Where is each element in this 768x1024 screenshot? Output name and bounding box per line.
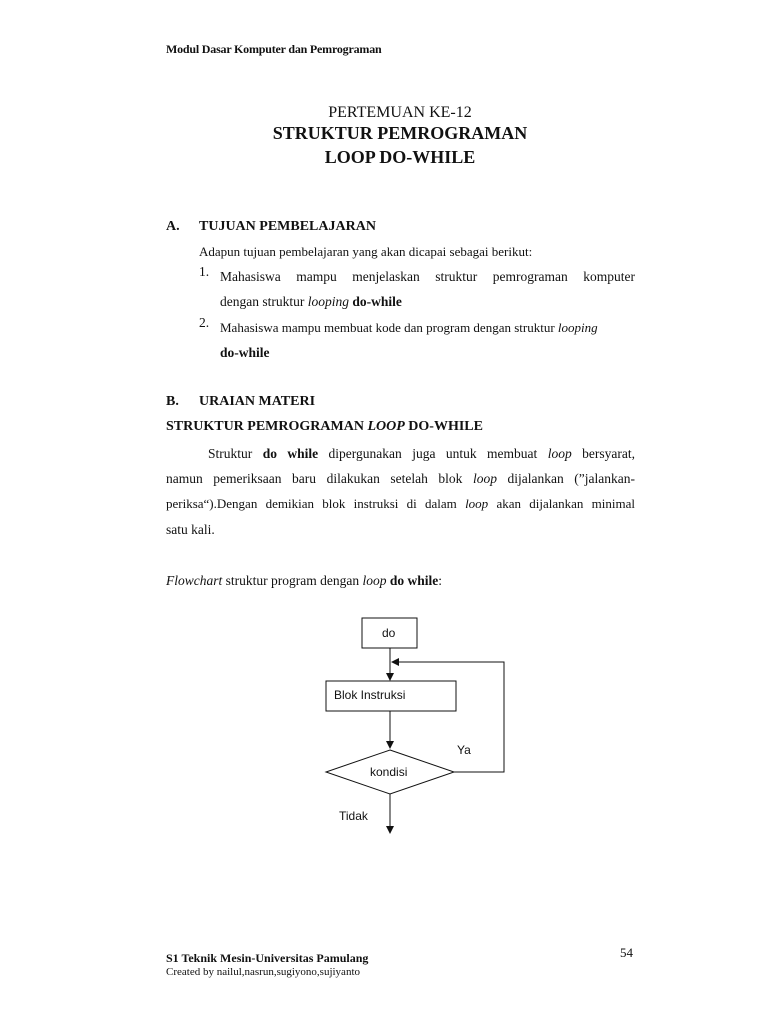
footer-authors: Created by nailul,nasrun,sugiyono,sujiyanto — [166, 966, 360, 978]
page-number: 54 — [620, 945, 633, 960]
list-item-2-line2: do-while — [220, 345, 270, 360]
paragraph-line-2: namun pemeriksaan baru dilakukan setelah blok loop dijalankan (”jalankan- — [166, 471, 635, 486]
instruction-block-label: Blok Instruksi — [334, 688, 406, 702]
section-a-intro: Adapun tujuan pembelajaran yang akan dicapai sebagai berikut: — [199, 244, 533, 259]
section-a-heading: TUJUAN PEMBELAJARAN — [199, 219, 376, 234]
section-b-subheading: STRUKTUR PEMROGRAMAN LOOP DO-WHILE — [166, 419, 483, 434]
footer-institution: S1 Teknik Mesin-Universitas Pamulang — [166, 951, 369, 965]
list-item-1-line2: dengan struktur looping do-while — [220, 294, 402, 309]
list-item-2-line1: Mahasiswa mampu membuat kode dan program dengan struktur looping — [220, 320, 598, 335]
paragraph-line-3: periksa“).Dengan demikian blok instruksi di dalam loop akan dijalankan minimal — [166, 496, 635, 511]
section-b-letter: B. — [166, 394, 179, 409]
module-header: Modul Dasar Komputer dan Pemrograman — [166, 42, 382, 56]
list-item-1-line1: Mahasiswa mampu menjelaskan struktur pemrograman komputer — [220, 269, 635, 284]
loop-back-arrow — [392, 662, 504, 772]
do-label: do — [382, 626, 396, 640]
paragraph-line-4: satu kali. — [166, 522, 215, 537]
condition-label: kondisi — [370, 765, 408, 779]
section-b-heading: URAIAN MATERI — [199, 394, 316, 409]
no-label: Tidak — [339, 809, 368, 823]
paragraph-line-1: Struktur do while dipergunakan juga untuk membuat loop bersyarat, — [208, 446, 635, 461]
chapter-subtitle: LOOP DO-WHILE — [324, 147, 476, 167]
meeting-title: PERTEMUAN KE-12 — [328, 104, 472, 121]
list-item-number: 2. — [199, 315, 210, 330]
yes-label: Ya — [457, 743, 471, 757]
list-item-number: 1. — [199, 264, 210, 279]
chapter-title: STRUKTUR PEMROGRAMAN — [272, 123, 528, 143]
section-a-letter: A. — [166, 219, 180, 234]
flowchart-caption: Flowchart struktur program dengan loop do while: — [166, 573, 443, 588]
